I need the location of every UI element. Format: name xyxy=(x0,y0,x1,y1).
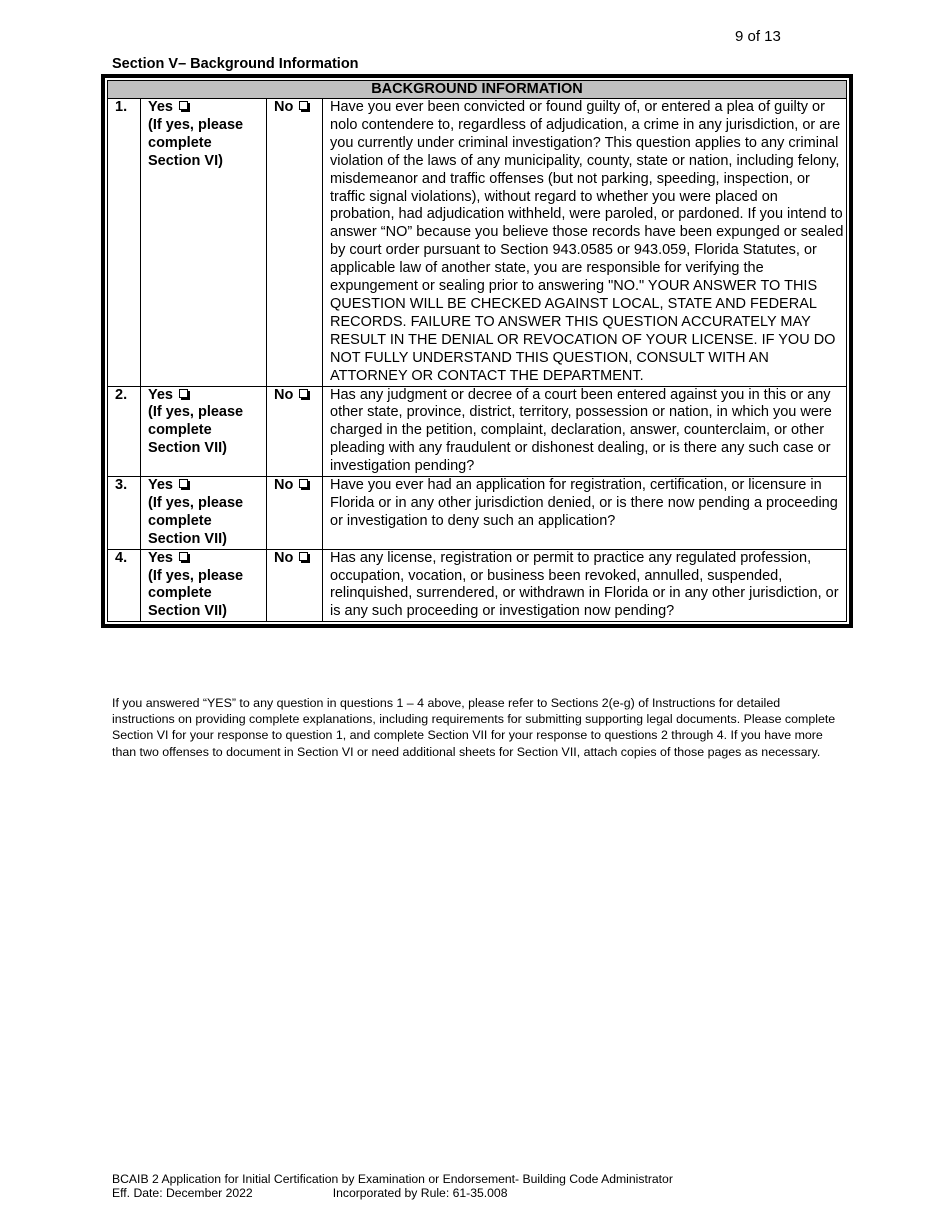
question-row-2 xyxy=(108,386,847,477)
question-text: Has any license, registration or permit to practice any regulated profession, occupation, vocation, or business been revoked, annulled, suspended, relinquished, surrendered, or withdrawn in Florida or in any other jurisdiction, or is any such proceeding or investigation now pending? xyxy=(323,549,847,622)
yes-label: Yes xyxy=(148,386,173,403)
no-label: No xyxy=(274,549,294,566)
yes-instruction: (If yes, please complete Section VII) xyxy=(148,494,244,547)
yes-instruction: (If yes, please complete Section VI) xyxy=(148,116,244,169)
instructions-note: If you answered “YES” to any question in questions 1 – 4 above, please refer to Sections 2(e-g) of Instructions for detailed instructions on providing complete explanations, including requirements for submitting supporting legal documents. Please complete Section VI for your response to question 1, and complete Section VII for your response to questions 2 through 4. If you have more than two offenses to document in Section VI or need additional sheets for Section VII, attach copies of those pages as necessary. xyxy=(112,696,836,759)
no-checkbox[interactable] xyxy=(299,479,308,488)
no-cell xyxy=(267,99,323,387)
yes-instruction: (If yes, please complete Section VII) xyxy=(148,404,244,457)
no-cell xyxy=(267,477,323,550)
yes-checkbox[interactable] xyxy=(179,101,188,110)
yes-cell xyxy=(141,386,267,477)
yes-label: Yes xyxy=(148,549,173,566)
no-checkbox[interactable] xyxy=(299,389,308,398)
effective-date: Eff. Date: December 2022 xyxy=(112,1186,253,1200)
form-title: BCAIB 2 Application for Initial Certification by Examination or Endorsement- Building Code Administrator xyxy=(112,1172,673,1186)
question-row-3 xyxy=(108,477,847,550)
question-text: Have you ever had an application for registration, certification, or licensure in Florida or in any other jurisdiction denied, or is there now pending a proceeding or investigation to deny such an application? xyxy=(323,477,847,550)
table-header: BACKGROUND INFORMATION xyxy=(108,81,847,99)
question-number: 2. xyxy=(108,386,141,477)
no-cell xyxy=(267,386,323,477)
question-number: 3. xyxy=(108,477,141,550)
question-text: Has any judgment or decree of a court been entered against you in this or any other state, province, district, territory, possession or nation, in which you were charged in the petition, complaint, declaration, answer, counterclaim, or other pleading with any fraudulent or dishonest dealing, or is there any such case or investigation pending? xyxy=(323,386,847,477)
no-checkbox[interactable] xyxy=(299,101,308,110)
page-footer xyxy=(112,1172,673,1200)
rule-reference: Incorporated by Rule: 61-35.008 xyxy=(332,1186,508,1200)
question-number: 1. xyxy=(108,99,141,387)
section-heading: Section V– Background Information xyxy=(112,56,359,72)
yes-label: Yes xyxy=(148,99,173,115)
no-cell xyxy=(267,549,323,622)
yes-instruction: (If yes, please complete Section VII) xyxy=(148,567,244,620)
question-number: 4. xyxy=(108,549,141,622)
yes-checkbox[interactable] xyxy=(179,479,188,488)
no-label: No xyxy=(274,386,294,403)
no-label: No xyxy=(274,99,294,115)
question-text: Have you ever been convicted or found guilty of, or entered a plea of guilty or nolo contendere to, regardless of adjudication, a crime in any jurisdiction, or are you currently under criminal investigation? This question applies to any criminal violation of the laws of any municipality, county, state or nation, including felony, misdemeanor and traffic offenses (but not parking, speeding, inspection, or traffic signal violations), without regard to whether you were placed on probation, had adjudication withheld, were paroled, or pardoned. If you intend to answer “NO” because you believe those records have been expunged or sealed by court order pursuant to Section 943.0585 or 943.059, Florida Statutes, or applicable law of another state, you are responsible for verifying the expungement or sealing prior to answering "NO." YOUR ANSWER TO THIS QUESTION WILL BE CHECKED AGAINST LOCAL, STATE AND FEDERAL RECORDS. FAILURE TO ANSWER THIS QUESTION ACCURATELY MAY RESULT IN THE DENIAL OR REVOCATION OF YOUR LICENSE. IF YOU DO NOT FULLY UNDERSTAND THIS QUESTION, CONSULT WITH AN ATTORNEY OR CONTACT THE DEPARTMENT. xyxy=(323,99,847,387)
yes-label: Yes xyxy=(148,477,173,494)
yes-checkbox[interactable] xyxy=(179,552,188,561)
yes-cell xyxy=(141,549,267,622)
question-row-4 xyxy=(108,549,847,622)
no-checkbox[interactable] xyxy=(299,552,308,561)
page-number: 9 of 13 xyxy=(735,28,781,45)
background-information-table xyxy=(101,74,853,628)
question-row-1 xyxy=(108,99,847,387)
no-label: No xyxy=(274,477,294,494)
yes-checkbox[interactable] xyxy=(179,389,188,398)
yes-cell xyxy=(141,99,267,387)
yes-cell xyxy=(141,477,267,550)
